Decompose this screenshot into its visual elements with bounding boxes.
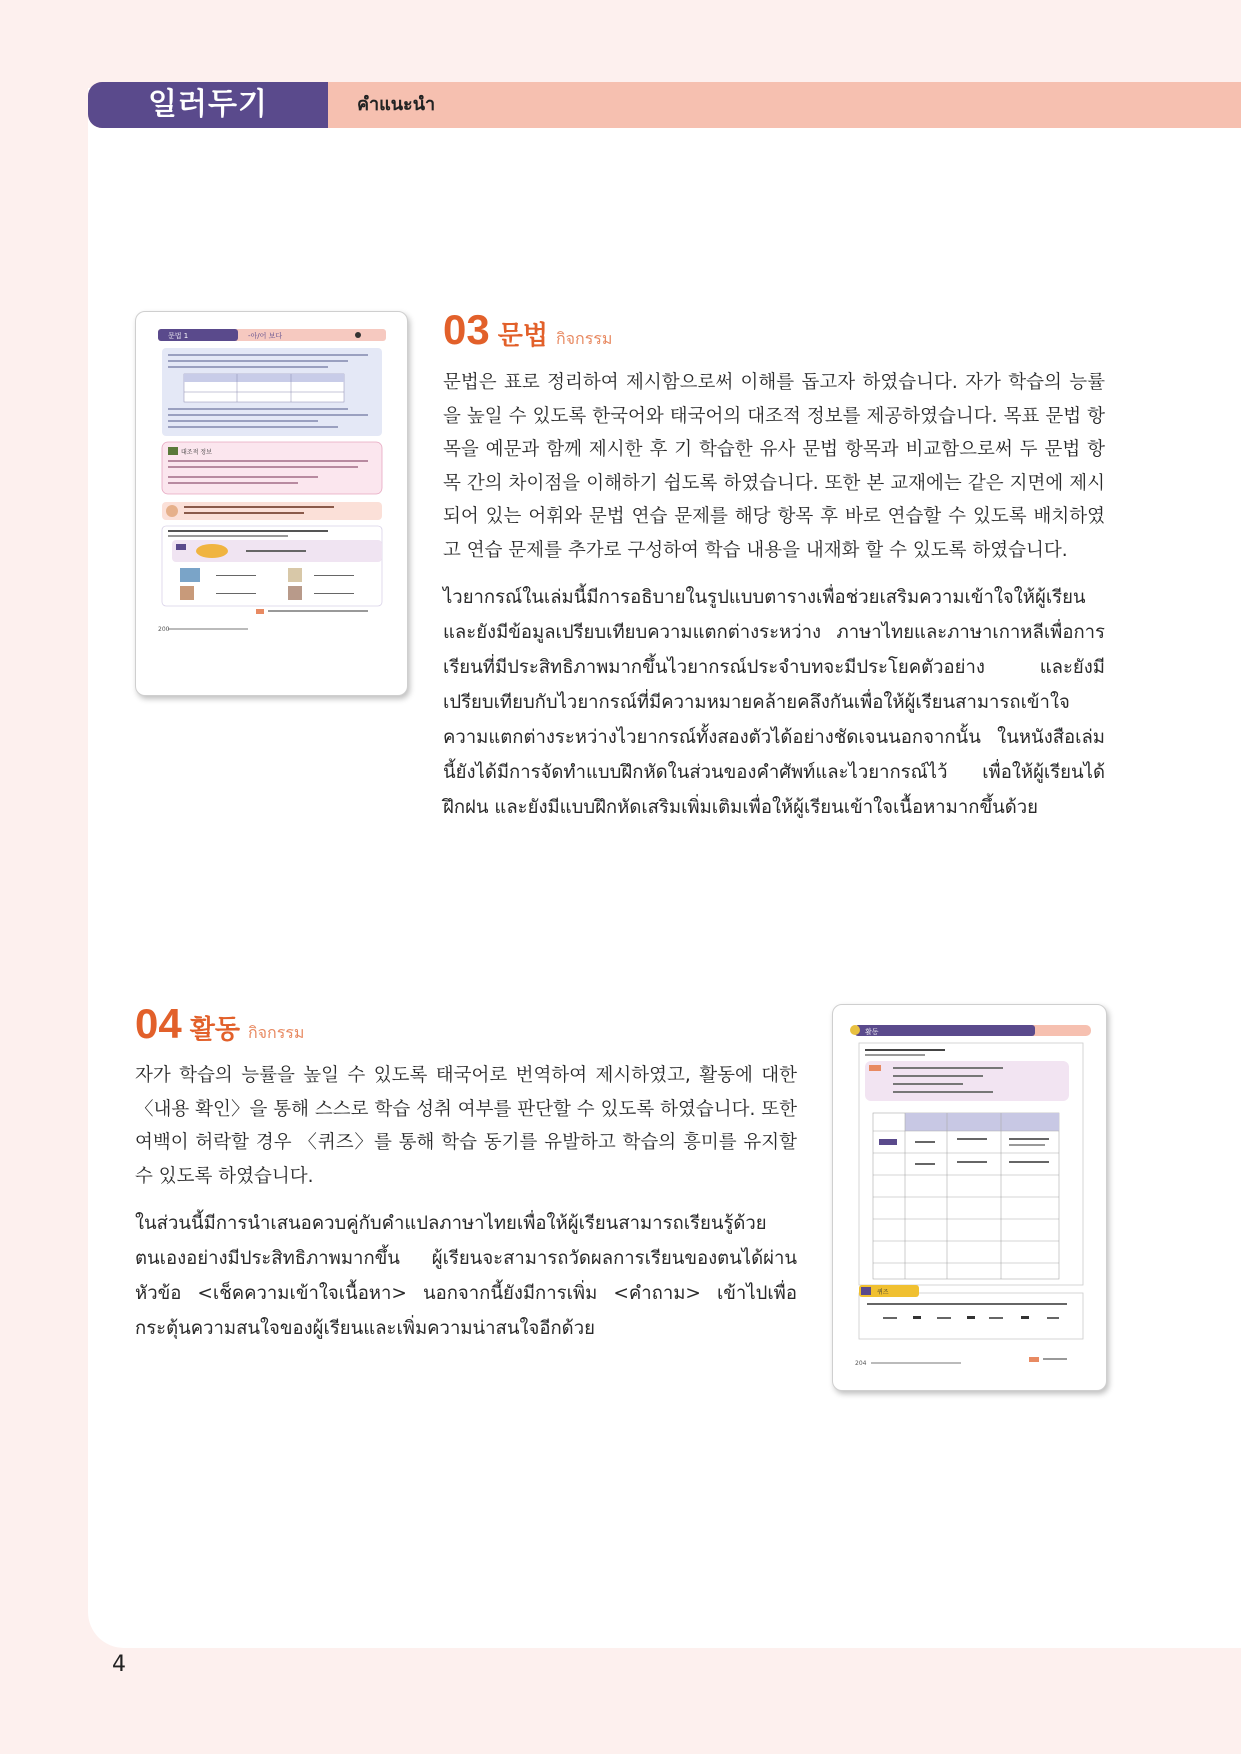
- header-subtitle: คำแนะนำ: [357, 94, 436, 115]
- grammar-page-thumbnail: [135, 311, 408, 696]
- header-tab-label: 일러두기: [88, 82, 328, 128]
- section-04-title-korean: 활동: [189, 1015, 240, 1045]
- section-03-number: 03: [443, 306, 490, 353]
- thumb-contrast-box-label: 대조적 정보: [181, 449, 212, 456]
- section-03-heading: [443, 306, 612, 354]
- section-04-number: 04: [135, 1000, 182, 1047]
- section-03-title-korean: 문법: [497, 321, 548, 351]
- activity-page-thumbnail: [832, 1004, 1107, 1391]
- section-03-paragraph-korean: 문법은 표로 정리하여 제시함으로써 이해를 돕고자 하였습니다. 자가 학습의 능률을 높일 수 있도록 한국어와 태국어의 대조적 정보를 제공하였습니다. 목표 문법 항목을 예문과 함께 제시한 후 기 학습한 유사 문법 항목과 비교함으로써 두 문법 항목 간의 차이점을 이해하기 쉽도록 하였습니다. 또한 본 교재에는 같은 지면에 제시되어 있는 어휘와 문법 연습 문제를 해당 항목 후 바로 연습할 수 있도록 배치하였고 연습 문제를 추가로 구성하여 학습 내용을 내재화 할 수 있도록 하였습니다.: [443, 372, 1105, 561]
- thumb-grammar-page-number: 200: [158, 626, 170, 633]
- section-03-paragraph-thai: ไวยากรณ์ในเล่มนี้มีการอธิบายในรูปแบบตารางเพื่อช่วยเสริมความเข้าใจให้ผู้เรียน และยังมีข้อมูลเปรียบเทียบความแตกต่างระหว่าง ภาษาไทยและภาษาเกาหลีเพื่อการเรียนที่มีประสิทธิภาพมากขึ้นไวยากรณ์ประจำบทจะมีประโยคตัวอย่าง และยังมีเปรียบเทียบกับไวยากรณ์ที่มีความหมายคล้ายคลึงกันเพื่อให้ผู้เรียนสามารถเข้าใจความแตกต่างระหว่างไวยากรณ์ทั้งสองตัวได้อย่างชัดเจนนอกจากนั้น ในหนังสือเล่มนี้ยังได้มีการจัดทำแบบฝึกหัดในส่วนของคำศัพท์และไวยากรณ์ไว้ เพื่อให้ผู้เรียนได้ฝึกฝน และยังมีแบบฝึกหัดเสริมเพิ่มเติมเพื่อให้ผู้เรียนเข้าใจเนื้อหามากขึ้นด้วย: [443, 587, 1105, 818]
- thumb-quiz-label: 퀴즈: [877, 1289, 889, 1296]
- grammar-page-preview-graphic: [136, 312, 407, 695]
- activity-page-preview-graphic: [833, 1005, 1106, 1390]
- page-number: 4: [112, 1652, 126, 1677]
- thumb-activity-page-number: 204: [855, 1360, 867, 1367]
- section-04-heading: [135, 1000, 304, 1048]
- thumb-activity-tab: 활동: [865, 1028, 879, 1036]
- section-03-title-thai: กิจกรรม: [555, 329, 613, 348]
- thumb-grammar-tab: 문법 1: [168, 332, 189, 340]
- section-04-paragraph-thai: ในส่วนนี้มีการนำเสนอควบคู่กับคำแปลภาษาไทยเพื่อให้ผู้เรียนสามารถเรียนรู้ด้วยตนเองอย่างมีประสิทธิภาพมากขึ้น ผู้เรียนจะสามารถวัดผลการเรียนของตนได้ผ่านหัวข้อ <เช็คความเข้าใจเนื้อหา> นอกจากนี้ยังมีการเพิ่ม <คำถาม> เข้าไปเพื่อกระตุ้นความสนใจของผู้เรียนและเพิ่มความน่าสนใจอีกด้วย: [135, 1213, 797, 1339]
- section-04-paragraph-korean: 자가 학습의 능률을 높일 수 있도록 태국어로 번역하여 제시하였고, 활동에 대한 〈내용 확인〉을 통해 스스로 학습 성취 여부를 판단할 수 있도록 하였습니다. 또한 여백이 허락할 경우 〈퀴즈〉를 통해 학습 동기를 유발하고 학습의 흥미를 유지할 수 있도록 하였습니다.: [135, 1065, 797, 1187]
- thumb-grammar-title: -아/어 보다: [248, 332, 283, 340]
- section-04-title-thai: กิจกรรม: [247, 1023, 305, 1042]
